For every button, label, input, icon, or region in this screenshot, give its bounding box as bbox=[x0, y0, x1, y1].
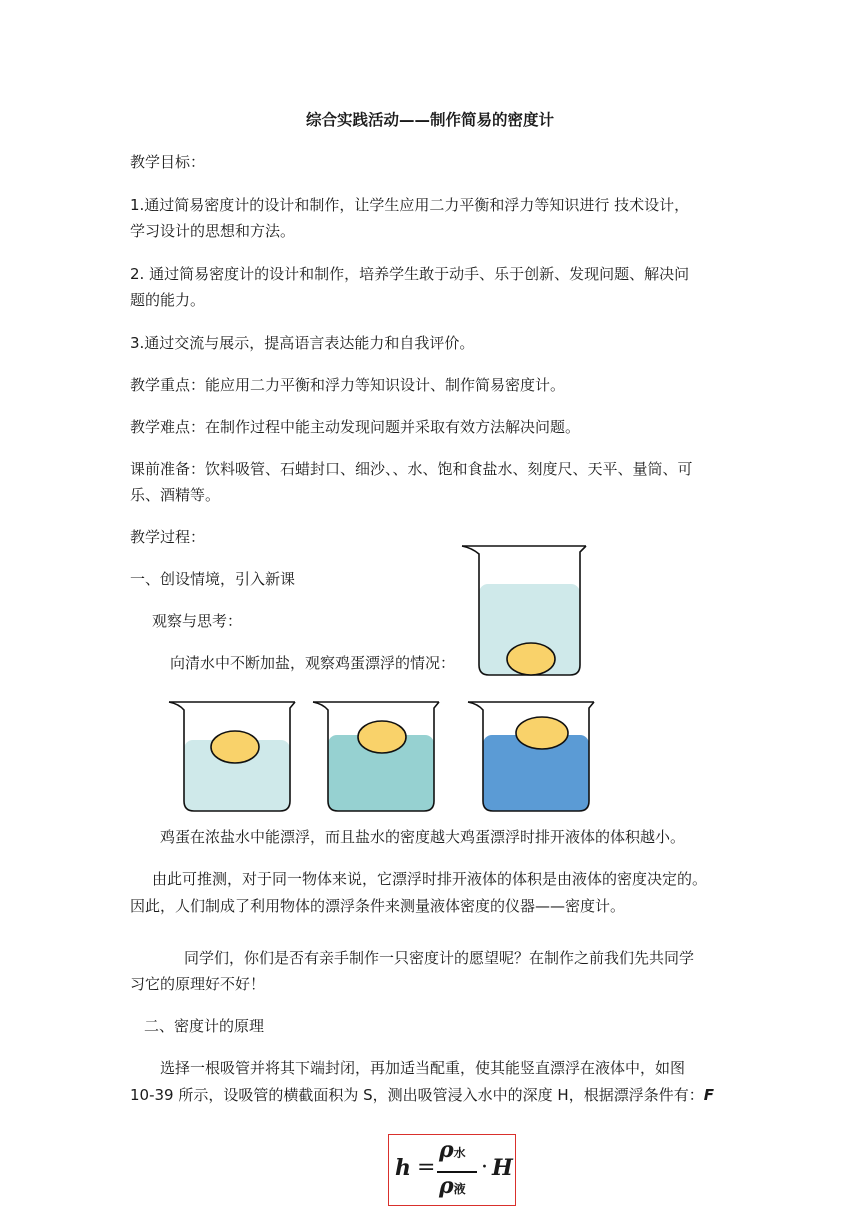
section-1-heading: 一、创设情境，引入新课 bbox=[130, 570, 296, 588]
prep-line-2: 乐、酒精等。 bbox=[130, 486, 221, 504]
goal-3: 3.通过交流与展示，提高语言表达能力和自我评价。 bbox=[130, 334, 475, 352]
goal-1-line-1: 1.通过简易密度计的设计和制作，让学生应用二力平衡和浮力等知识进行 技术设计， bbox=[130, 196, 690, 214]
observe-label: 观察与思考： bbox=[152, 612, 243, 630]
formula-denominator bbox=[439, 1173, 466, 1199]
rho-symbol: ρ bbox=[439, 1137, 454, 1163]
process-heading: 教学过程： bbox=[130, 528, 206, 546]
rho-symbol: ρ bbox=[439, 1173, 454, 1199]
inference-line-1: 由此可推测，对于同一物体来说，它漂浮时排开液体的体积是由液体的密度决定的。 bbox=[152, 870, 708, 888]
beaker-clear-water bbox=[460, 544, 590, 680]
egg-icon bbox=[211, 731, 259, 763]
beaker-salt-1 bbox=[167, 700, 297, 816]
egg-conclusion: 鸡蛋在浓盐水中能漂浮，而且盐水的密度越大鸡蛋漂浮时排开液体的体积越小。 bbox=[160, 828, 686, 846]
section-2-heading: 二、密度计的原理 bbox=[144, 1017, 265, 1035]
force-symbol: F bbox=[703, 1086, 714, 1104]
beaker-salt-2 bbox=[311, 700, 441, 816]
formula-box bbox=[388, 1134, 516, 1206]
principle-text: 10-39 所示，设吸管的横截面积为 S，测出吸管浸入水中的深度 H，根据漂浮条件有： bbox=[130, 1086, 704, 1104]
goals-heading: 教学目标： bbox=[130, 153, 206, 171]
formula-lhs: h bbox=[395, 1155, 411, 1181]
liquid-subscript: 液 bbox=[453, 1182, 466, 1196]
invite-line-1: 同学们，你们是否有亲手制作一只密度计的愿望呢？在制作之前我们先共同学 bbox=[184, 949, 695, 967]
formula-rhs: H bbox=[492, 1155, 513, 1181]
egg-icon bbox=[358, 721, 406, 753]
egg-icon bbox=[507, 643, 555, 675]
difficulty: 教学难点：在制作过程中能主动发现问题并采取有效方法解决问题。 bbox=[130, 418, 581, 436]
goal-2-line-2: 题的能力。 bbox=[130, 291, 206, 309]
key-point: 教学重点：能应用二力平衡和浮力等知识设计、制作简易密度计。 bbox=[130, 376, 566, 394]
formula-dot: · bbox=[481, 1155, 488, 1180]
goal-2-line-1: 2. 通过简易密度计的设计和制作，培养学生敢于动手、乐于创新、发现问题、解决问 bbox=[130, 265, 690, 283]
formula-equals: = bbox=[417, 1155, 436, 1180]
observe-detail: 向清水中不断加盐，观察鸡蛋漂浮的情况： bbox=[170, 654, 456, 672]
water-subscript: 水 bbox=[453, 1146, 466, 1160]
goal-1-line-2: 学习设计的思想和方法。 bbox=[130, 222, 296, 240]
formula-numerator bbox=[439, 1137, 466, 1163]
inference-line-2: 因此，人们制成了利用物体的漂浮条件来测量液体密度的仪器——密度计。 bbox=[130, 897, 626, 915]
principle-line-1: 选择一根吸管并将其下端封闭，再加适当配重，使其能竖直漂浮在液体中，如图 bbox=[160, 1059, 686, 1077]
principle-line-2 bbox=[130, 1085, 714, 1106]
egg-icon bbox=[516, 717, 568, 749]
page-title: 综合实践活动——制作简易的密度计 bbox=[305, 111, 554, 129]
prep-line-1: 课前准备：饮料吸管、石蜡封口、细沙、、水、饱和食盐水、刻度尺、天平、量筒、可 bbox=[130, 460, 693, 478]
invite-line-2: 习它的原理好不好！ bbox=[130, 975, 266, 993]
beaker-salt-3 bbox=[466, 700, 596, 816]
